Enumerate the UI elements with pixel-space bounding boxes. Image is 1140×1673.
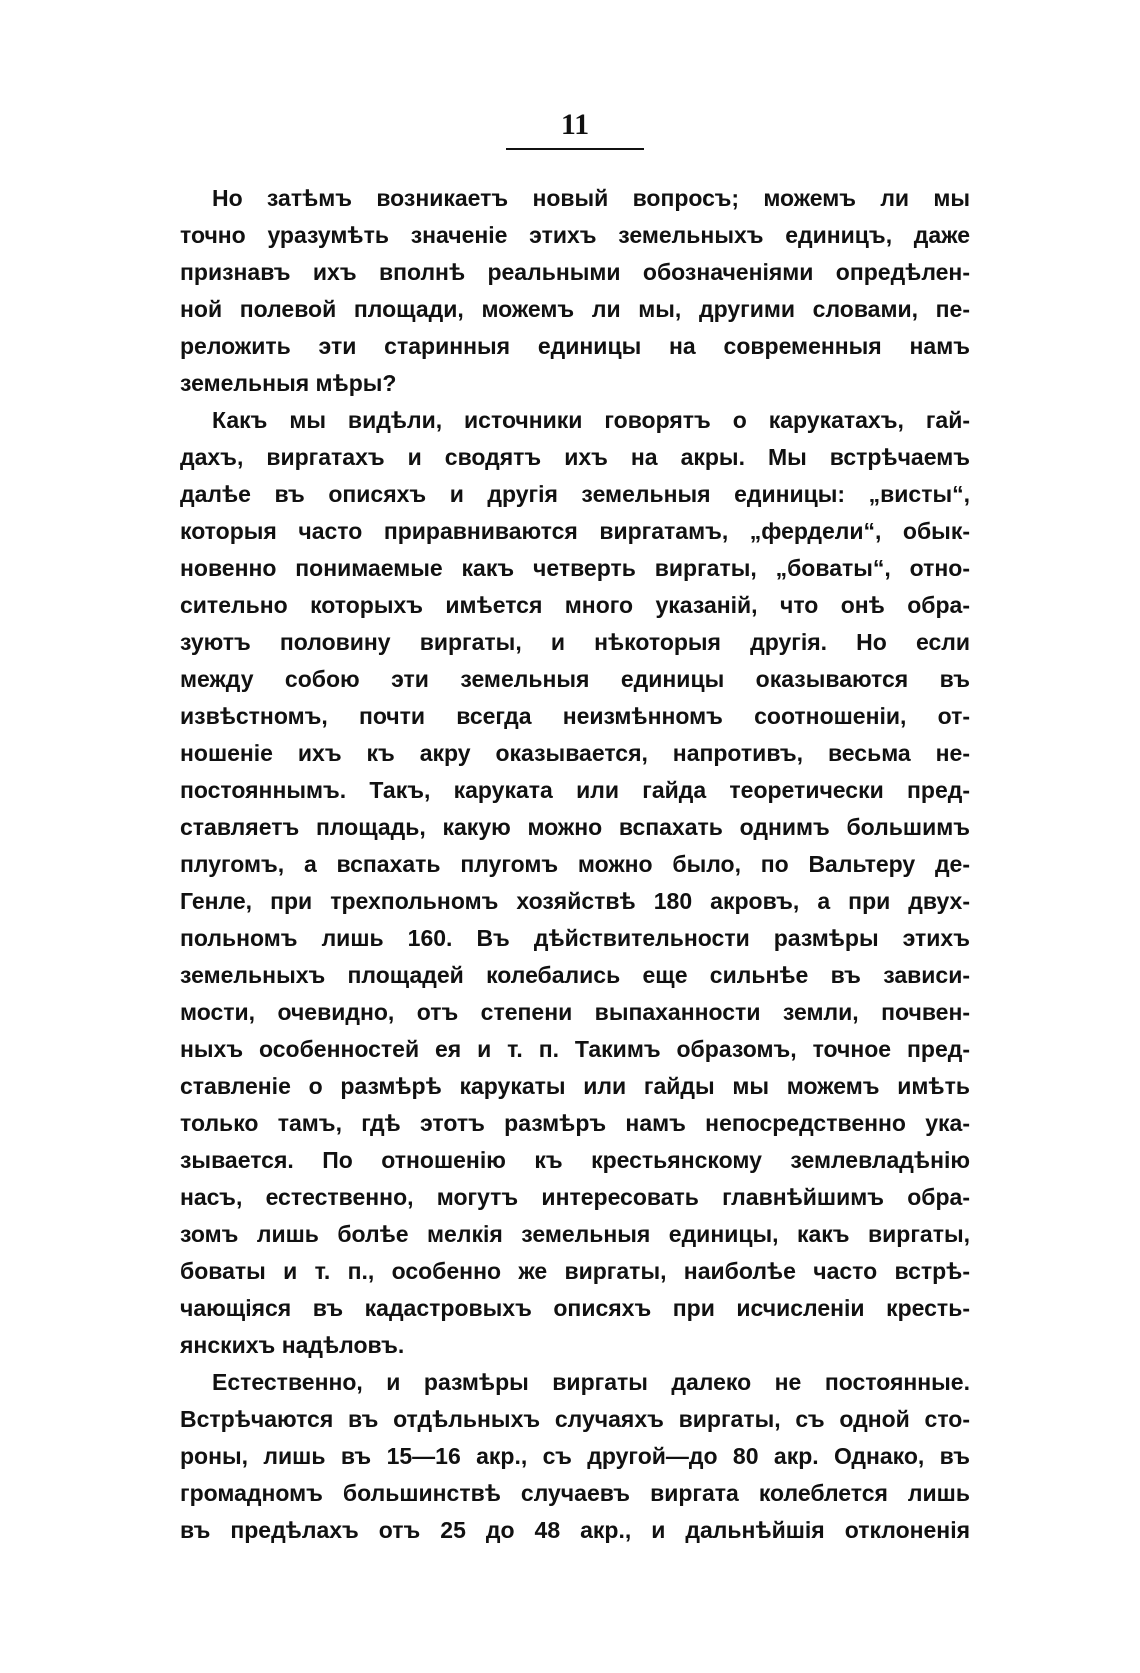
text-line: польномъ лишь 160. Въ дѣйствительности размѣры этихъ bbox=[180, 925, 970, 951]
text-line: Но затѣмъ возникаетъ новый вопросъ; можемъ ли мы bbox=[212, 185, 970, 211]
text-line: ныхъ особенностей ея и т. п. Такимъ образомъ, точное пред- bbox=[180, 1036, 970, 1062]
page-number: 11 bbox=[560, 108, 590, 141]
text-line: земельныя мѣры? bbox=[180, 370, 397, 396]
page-header bbox=[500, 108, 650, 150]
text-line: насъ, естественно, могутъ интересовать главнѣйшимъ обра- bbox=[180, 1184, 970, 1210]
text-line: сительно которыхъ имѣется много указаній, что онѣ обра- bbox=[180, 592, 970, 618]
text-line: ставляетъ площадь, какую можно вспахать однимъ большимъ bbox=[180, 814, 970, 840]
text-line: боваты и т. п., особенно же виргаты, наиболѣе часто встрѣ- bbox=[180, 1258, 970, 1284]
text-line: точно уразумѣть значеніе этихъ земельныхъ единицъ, даже bbox=[180, 222, 970, 248]
text-line: далѣе въ описяхъ и другія земельныя единицы: „висты“, bbox=[180, 481, 970, 507]
text-line: извѣстномъ, почти всегда неизмѣнномъ соотношеніи, от- bbox=[180, 703, 970, 729]
text-line: между собою эти земельныя единицы оказываются въ bbox=[180, 666, 970, 692]
text-line: реложить эти старинныя единицы на современныя намъ bbox=[180, 333, 970, 359]
text-line: Какъ мы видѣли, источники говорятъ о карукатахъ, гай- bbox=[212, 407, 970, 433]
text-line: новенно понимаемые какъ четверть виргаты, „боваты“, отно- bbox=[180, 555, 970, 581]
text-line: громадномъ большинствѣ случаевъ виргата колеблется лишь bbox=[180, 1480, 970, 1506]
text-line: зывается. По отношенію къ крестьянскому землевладѣнію bbox=[180, 1147, 970, 1173]
text-line: Естественно, и размѣры виргаты далеко не постоянные. bbox=[212, 1369, 970, 1395]
text-line: дахъ, виргатахъ и сводятъ ихъ на акры. Мы встрѣчаемъ bbox=[180, 444, 970, 470]
text-line: только тамъ, гдѣ этотъ размѣръ намъ непосредственно ука- bbox=[180, 1110, 970, 1136]
text-line: янскихъ надѣловъ. bbox=[180, 1332, 405, 1358]
text-line: плугомъ, а вспахать плугомъ можно было, по Вальтеру де- bbox=[180, 851, 970, 877]
text-line: земельныхъ площадей колебались еще сильнѣе въ зависи- bbox=[180, 962, 970, 988]
text-line: Встрѣчаются въ отдѣльныхъ случаяхъ виргаты, съ одной сто- bbox=[180, 1406, 970, 1432]
text-line: Генле, при трехпольномъ хозяйствѣ 180 акровъ, а при двух- bbox=[180, 888, 970, 914]
text-line: роны, лишь въ 15—16 акр., съ другой—до 80 акр. Однако, въ bbox=[180, 1443, 970, 1469]
text-line: чающіяся въ кадастровыхъ описяхъ при исчисленіи кресть- bbox=[180, 1295, 970, 1321]
text-line: которыя часто приравниваются виргатамъ, „фердели“, обык- bbox=[180, 518, 970, 544]
header-rule bbox=[506, 148, 644, 150]
text-line: ной полевой площади, можемъ ли мы, другими словами, пе- bbox=[180, 296, 970, 322]
text-line: въ предѣлахъ отъ 25 до 48 акр., и дальнѣйшія отклоненія bbox=[180, 1517, 970, 1543]
body-text bbox=[180, 180, 970, 1549]
text-line: зомъ лишь болѣе мелкія земельныя единицы, какъ виргаты, bbox=[180, 1221, 970, 1247]
text-line: ставленіе о размѣрѣ карукаты или гайды мы можемъ имѣть bbox=[180, 1073, 970, 1099]
text-line: мости, очевидно, отъ степени выпаханности земли, почвен- bbox=[180, 999, 970, 1025]
text-line: зуютъ половину виргаты, и нѣкоторыя другія. Но если bbox=[180, 629, 970, 655]
text-line: признавъ ихъ вполнѣ реальными обозначеніями опредѣлен- bbox=[180, 259, 970, 285]
text-line: постояннымъ. Такъ, карукатa или гайда теоретически пред- bbox=[180, 777, 970, 803]
text-line: ношеніе ихъ къ акру оказывается, напротивъ, весьма не- bbox=[180, 740, 970, 766]
